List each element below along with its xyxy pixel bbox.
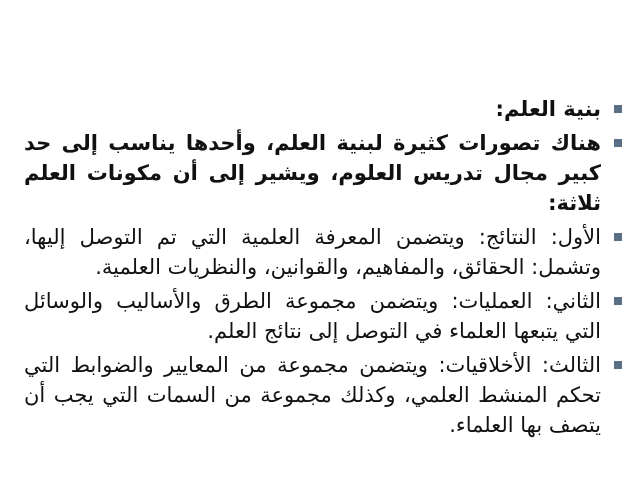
square-bullet-icon	[614, 297, 622, 305]
square-bullet-icon	[614, 233, 622, 241]
third-component-text: الثالث: الأخلاقيات: ويتضمن مجموعة من المعايير والضوابط التي تحكم المنشط العلمي، وكذلك مجموعة من السمات التي يجب أن يتصف بها العلماء.	[24, 353, 601, 437]
heading-text: بنية العلم:	[495, 97, 601, 121]
first-component-text: الأول: النتائج: ويتضمن المعرفة العلمية التي تم التوصل إليها، وتشمل: الحقائق، والمفاهيم، والقوانين، والنظريات العلمية.	[24, 225, 601, 279]
bullet-item-first	[24, 222, 628, 282]
bullet-item-second	[24, 286, 628, 346]
square-bullet-icon	[614, 105, 622, 113]
second-component-text: الثاني: العمليات: ويتضمن مجموعة الطرق والأساليب والوسائل التي يتبعها العلماء في التوصل إلى نتائج العلم.	[24, 289, 601, 343]
slide-content	[24, 94, 628, 444]
square-bullet-icon	[614, 361, 622, 369]
bullet-item-third	[24, 350, 628, 440]
square-bullet-icon	[614, 139, 622, 147]
bullet-item-intro	[24, 128, 628, 218]
bullet-item-heading	[24, 94, 628, 124]
intro-text: هناك تصورات كثيرة لبنية العلم، وأحدها يناسب إلى حد كبير مجال تدريس العلوم، ويشير إلى أن مكونات العلم ثلاثة:	[24, 131, 601, 215]
